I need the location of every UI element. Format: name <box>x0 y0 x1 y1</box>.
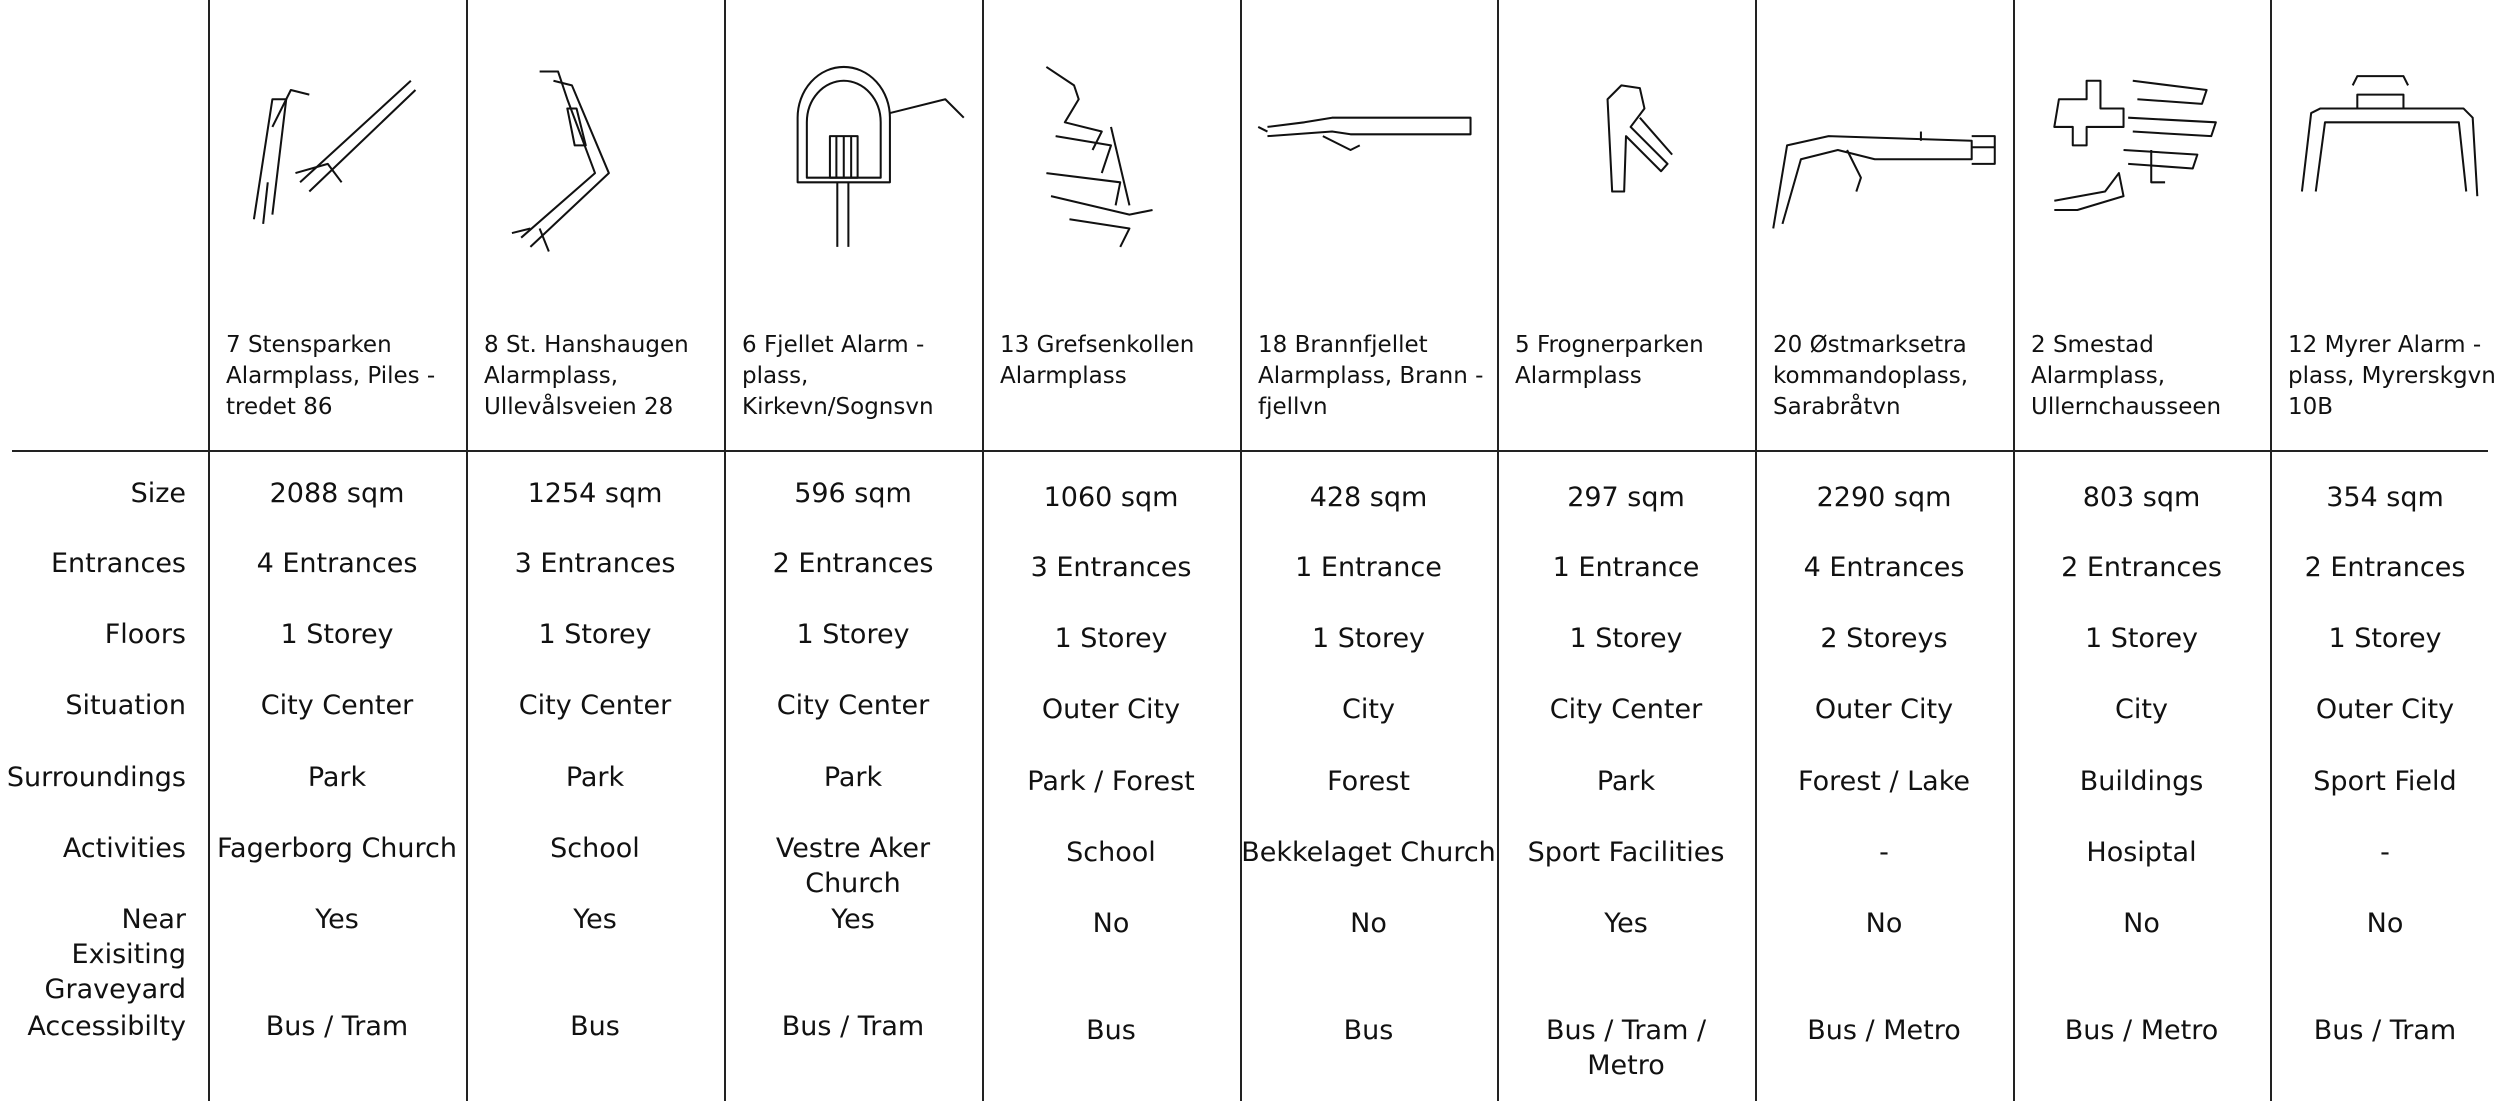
table-cell: No <box>2366 908 2404 939</box>
table-cell: No <box>1350 908 1387 939</box>
plan-grefsenkollen-icon <box>991 40 1231 260</box>
table-cell: No <box>1092 908 1130 939</box>
site-title: 20 Østmarksetra kommandoplass, Sarabråtvn <box>1773 332 1969 420</box>
table-cell: Bus / Metro <box>1807 1015 1961 1046</box>
plan-myrer-icon <box>2265 40 2500 260</box>
table-cell: Outer City <box>1814 694 1954 725</box>
plan-st-hanshaugen-icon <box>475 40 715 260</box>
table-cell: Bus <box>1343 1015 1394 1046</box>
site-title: 18 Brannfjellet Alarmplass, Brann - fjellvn <box>1258 332 1484 420</box>
table-cell: Bus / Tram <box>265 1011 409 1042</box>
plan-stensparken-icon <box>217 40 457 260</box>
plan-frognerparken-icon <box>1506 40 1746 260</box>
row-label: Surroundings <box>6 762 186 793</box>
table-cell: 2 Storeys <box>1820 623 1948 654</box>
site-title: 8 St. Hanshaugen Alarmplass, Ullevålsveien 28 <box>484 332 689 420</box>
table-cell: 2 Entrances <box>772 548 934 579</box>
table-cell: Bus / Tram <box>781 1011 925 1042</box>
table-cell: School <box>550 833 640 864</box>
table-cell: 1060 sqm <box>1043 482 1179 513</box>
site-title: 6 Fjellet Alarm - plass, Kirkevn/Sognsvn <box>742 332 934 420</box>
site-title: 2 Smestad Alarmplass, Ullernchausseen <box>2031 332 2222 420</box>
row-label: Floors <box>104 619 186 650</box>
table-cell: 354 sqm <box>2326 482 2444 513</box>
site-title: 12 Myrer Alarm - plass, Myrerskgvn 10B <box>2288 332 2496 420</box>
table-cell: 2088 sqm <box>269 478 405 509</box>
table-cell: City Center <box>776 690 930 721</box>
plan-ostmarksetra-icon <box>1764 40 2004 260</box>
table-cell: City Center <box>260 690 414 721</box>
table-cell: Bekkelaget Church <box>1241 837 1496 868</box>
table-cell: 428 sqm <box>1309 482 1428 513</box>
table-cell: 1 Storey <box>796 619 910 650</box>
table-cell: Sport Field <box>2313 766 2457 797</box>
table-cell: Park <box>565 762 625 793</box>
table-cell: No <box>1865 908 1903 939</box>
table-cell: Yes <box>315 904 359 935</box>
table-cell: Bus <box>570 1011 620 1042</box>
table-cell: 1 Storey <box>2328 623 2442 654</box>
header-divider <box>12 450 2488 452</box>
table-cell: 3 Entrances <box>1030 552 1192 583</box>
table-cell: City Center <box>518 690 672 721</box>
plan-fjellet-icon <box>733 40 973 260</box>
table-cell: 1 Entrance <box>1552 552 1700 583</box>
table-cell: Park <box>1596 766 1656 797</box>
table-cell: School <box>1066 837 1156 868</box>
table-cell: 2290 sqm <box>1816 482 1952 513</box>
table-cell: Bus / Tram <box>2313 1015 2457 1046</box>
table-cell: Sport Facilities <box>1527 837 1725 868</box>
table-cell: Outer City <box>2315 694 2455 725</box>
row-label: Near Exisiting Graveyard <box>44 904 186 1005</box>
table-cell: 1254 sqm <box>527 478 663 509</box>
table-cell: 4 Entrances <box>1803 552 1965 583</box>
table-cell: Bus <box>1086 1015 1136 1046</box>
table-cell: City <box>2115 694 2168 725</box>
site-title: 5 Frognerparken Alarmplass <box>1515 332 1704 389</box>
table-cell: Buildings <box>2079 766 2204 797</box>
table-cell: Bus / Tram / Metro <box>1545 1015 1707 1081</box>
table-cell: Fagerborg Church <box>217 833 457 864</box>
table-cell: 4 Entrances <box>256 548 418 579</box>
table-cell: City Center <box>1549 694 1703 725</box>
plan-brannfjellet-icon <box>1249 40 1489 260</box>
table-cell: Forest / Lake <box>1798 766 1970 797</box>
table-cell: 2 Entrances <box>2304 552 2466 583</box>
table-cell: Yes <box>573 904 617 935</box>
table-cell: No <box>2123 908 2160 939</box>
table-cell: 3 Entrances <box>514 548 676 579</box>
table-cell: 297 sqm <box>1567 482 1685 513</box>
table-cell: Bus / Metro <box>2064 1015 2219 1046</box>
table-cell: 1 Storey <box>538 619 652 650</box>
row-label: Activities <box>62 833 186 864</box>
table-cell: 1 Storey <box>1311 623 1426 654</box>
table-cell: 803 sqm <box>2082 482 2201 513</box>
row-label: Situation <box>65 690 186 721</box>
row-label: Accessibilty <box>27 1011 186 1042</box>
table-cell: 596 sqm <box>794 478 912 509</box>
table-cell: Yes <box>831 904 875 935</box>
table-cell: - <box>2380 837 2390 868</box>
table-cell: Hosiptal <box>2086 837 2197 868</box>
table-cell: Forest <box>1327 766 1410 797</box>
site-title: 13 Grefsenkollen Alarmplass <box>1000 332 1195 389</box>
table-cell: Outer City <box>1041 694 1181 725</box>
table-cell: 2 Entrances <box>2061 552 2222 583</box>
table-cell: - <box>1879 837 1889 868</box>
table-cell: Park <box>307 762 367 793</box>
table-cell: 1 Storey <box>2084 623 2199 654</box>
table-cell: Park <box>823 762 883 793</box>
row-label: Size <box>130 478 186 509</box>
plan-smestad-icon <box>2022 40 2262 260</box>
table-cell: 1 Storey <box>1569 623 1683 654</box>
row-label: Entrances <box>50 548 186 579</box>
table-cell: Yes <box>1604 908 1648 939</box>
table-cell: City <box>1342 694 1395 725</box>
table-cell: 1 Storey <box>280 619 394 650</box>
table-cell: 1 Storey <box>1054 623 1168 654</box>
table-cell: 1 Entrance <box>1295 552 1442 583</box>
table-cell: Vestre Aker Church <box>775 833 931 899</box>
table-cell: Park / Forest <box>1027 766 1195 797</box>
site-title: 7 Stensparken Alarmplass, Piles - tredet 86 <box>226 332 436 420</box>
